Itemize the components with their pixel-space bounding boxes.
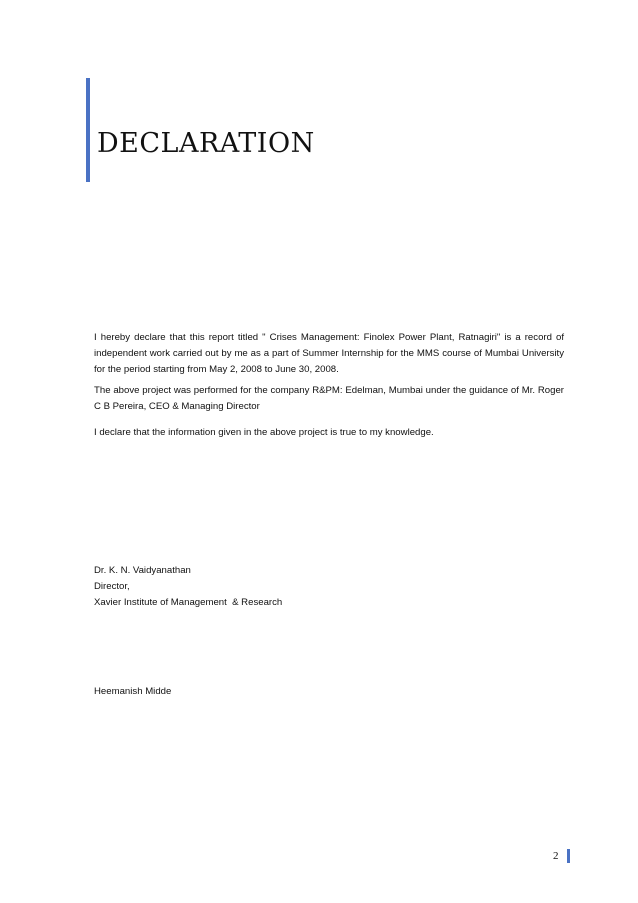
page-number-accent-bar <box>567 849 570 863</box>
declaration-paragraph-2: The above project was performed for the company R&PM: Edelman, Mumbai under the guidance of Mr. Roger C B Pereira, CEO & Managing Director <box>94 385 564 412</box>
guide-signature-block <box>94 563 282 610</box>
title-accent-bar <box>86 78 90 182</box>
declaration-paragraph-3: I declare that the information given in the above project is true to my knowledge. <box>94 427 434 438</box>
page-number: 2 <box>553 850 559 862</box>
guide-designation: Director, <box>94 580 130 592</box>
guide-institute: Xavier Institute of Management & Research <box>94 596 283 608</box>
guide-name: Dr. K. N. Vaidyanathan <box>94 565 191 576</box>
author-signature-block <box>94 684 171 700</box>
author-name: Heemanish Midde <box>94 686 172 697</box>
declaration-paragraph-1: I hereby declare that this report titled " Crises Management: Finolex Power Plant, Ratnagiri" is a record of independent work carried out by me as a part of Summer Internship for the MMS course of Mumbai University for the period starting from May 2, 2008 to June 30, 2008. <box>94 332 564 375</box>
page-title: DECLARATION <box>97 128 315 159</box>
